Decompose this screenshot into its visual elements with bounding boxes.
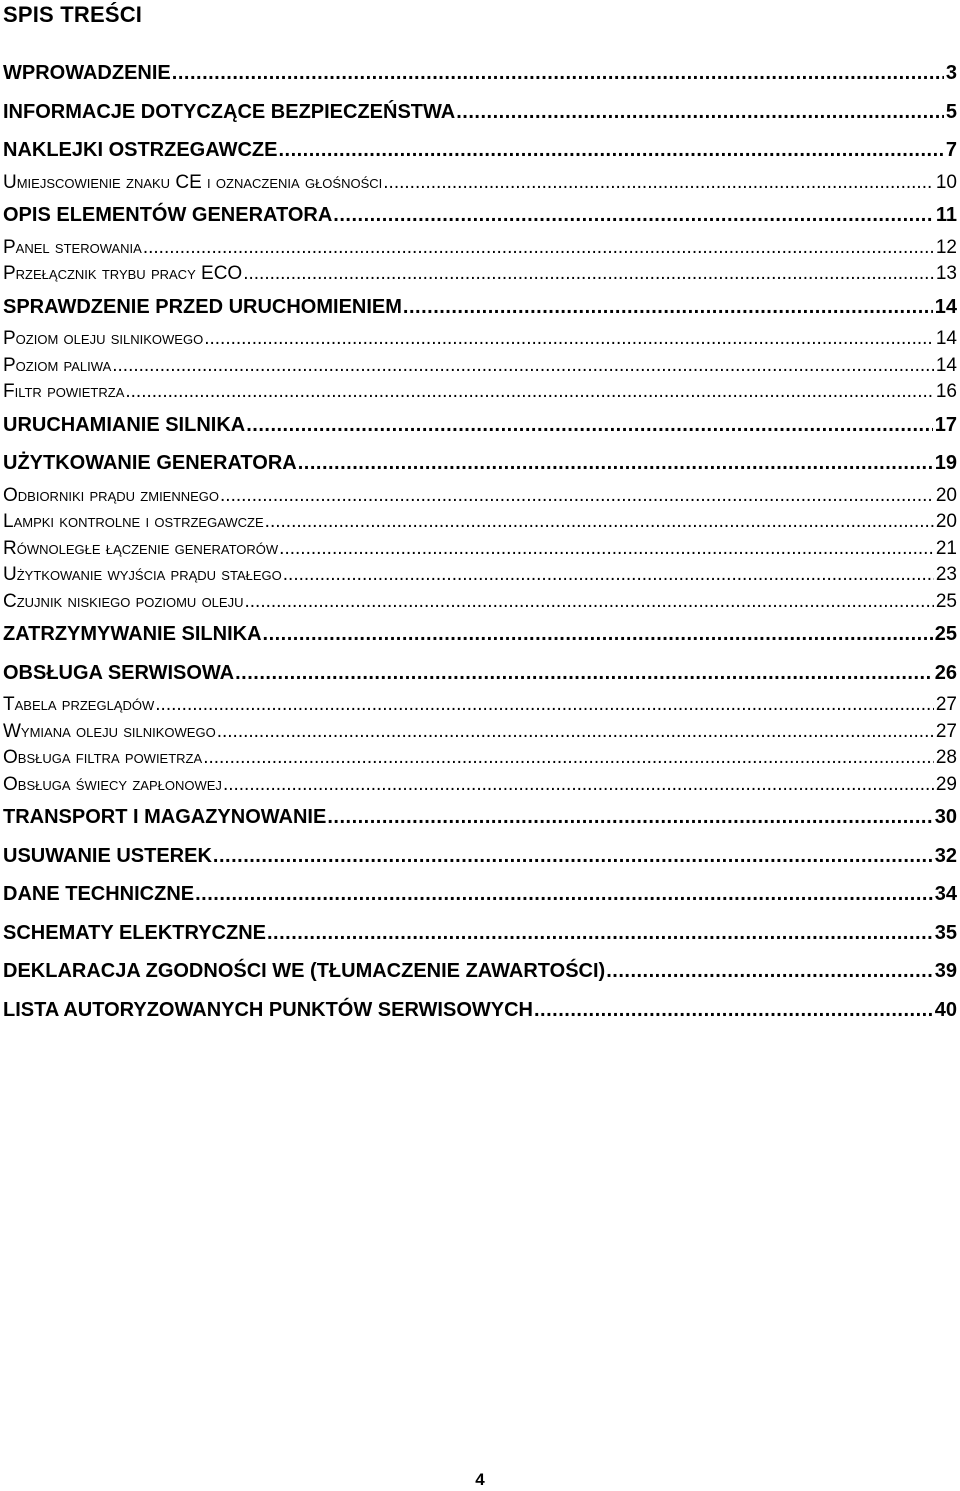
toc-entry-label: Filtr powietrza [3, 381, 125, 402]
toc-entry[interactable] [3, 991, 957, 1030]
dot-leader [265, 509, 934, 536]
toc-entry-label: TRANSPORT I MAGAZYNOWANIE [3, 806, 327, 828]
toc-entry[interactable] [3, 719, 957, 746]
dot-leader [606, 952, 933, 991]
toc-entry[interactable] [3, 326, 957, 353]
toc-entry-page: 30 [934, 806, 957, 828]
toc-entry[interactable] [3, 509, 957, 536]
toc-entry-page: 23 [935, 564, 957, 585]
toc-entry-label: WPROWADZENIE [3, 62, 171, 84]
toc-entry[interactable] [3, 837, 957, 876]
toc-entry-label: NAKLEJKI OSTRZEGAWCZE [3, 139, 278, 161]
toc-entry[interactable] [3, 745, 957, 772]
toc-entry[interactable] [3, 406, 957, 445]
dot-leader [246, 406, 933, 445]
toc-entry[interactable] [3, 170, 957, 197]
toc-entry[interactable] [3, 798, 957, 837]
toc-entry[interactable] [3, 875, 957, 914]
toc-entry-label: Odbiorniki prądu zmiennego [3, 484, 220, 506]
toc-list [3, 54, 957, 1029]
toc-entry-label: Poziom paliwa [3, 354, 112, 376]
toc-entry-page: 14 [935, 354, 957, 376]
toc-entry-label: UŻYTKOWANIE GENERATORA [3, 452, 297, 474]
dot-leader [244, 589, 933, 616]
toc-entry[interactable] [3, 483, 957, 510]
dot-leader [267, 914, 933, 953]
dot-leader [213, 837, 933, 876]
dot-leader [155, 692, 934, 719]
toc-entry-page: 25 [935, 590, 957, 612]
toc-entry-label: Lampki kontrolne i ostrzegawcze [3, 511, 264, 532]
toc-entry-label: Przełącznik trybu pracy ECO [3, 263, 243, 284]
dot-leader [333, 196, 934, 235]
toc-entry-page: 13 [935, 263, 957, 284]
dot-leader [235, 654, 933, 693]
toc-entry-page: 26 [934, 661, 957, 684]
toc-entry[interactable] [3, 379, 957, 406]
toc-entry-label: DANE TECHNICZNE [3, 883, 195, 905]
toc-entry-page: 14 [935, 328, 957, 349]
dot-leader [223, 772, 934, 799]
toc-entry-page: 17 [934, 413, 957, 436]
toc-entry-page: 14 [934, 295, 957, 318]
dot-leader [383, 170, 934, 197]
toc-entry[interactable] [3, 261, 957, 288]
toc-entry-label: ZATRZYMYWANIE SILNIKA [3, 623, 262, 645]
toc-entry-page: 19 [934, 452, 957, 474]
dot-leader [204, 326, 934, 353]
dot-leader [243, 261, 934, 288]
toc-entry-label: SCHEMATY ELEKTRYCZNE [3, 921, 266, 944]
toc-entry[interactable] [3, 93, 957, 132]
toc-entry[interactable] [3, 589, 957, 616]
toc-entry[interactable] [3, 654, 957, 693]
toc-entry-page: 11 [935, 204, 957, 226]
toc-entry[interactable] [3, 536, 957, 563]
toc-entry-label: Obsługa świecy zapłonowej [3, 773, 222, 795]
toc-entry-page: 25 [934, 623, 957, 645]
dot-leader [298, 444, 933, 483]
toc-entry-label: LISTA AUTORYZOWANYCH PUNKTÓW SERWISOWYCH [3, 998, 533, 1021]
toc-entry-label: SPRAWDZENIE PRZED URUCHOMIENIEM [3, 295, 402, 318]
toc-entry-label: Panel sterowania [3, 236, 142, 258]
toc-entry-page: 32 [934, 844, 957, 867]
dot-leader [203, 745, 934, 772]
dot-leader [263, 615, 933, 654]
toc-entry-label: URUCHAMIANIE SILNIKA [3, 413, 246, 436]
page-number: 4 [475, 1470, 485, 1489]
dot-leader [143, 235, 934, 262]
toc-entry-page: 5 [945, 100, 957, 123]
toc-entry[interactable] [3, 235, 957, 262]
dot-leader [195, 875, 933, 914]
toc-entry[interactable] [3, 131, 957, 170]
toc-entry-label: Obsługa filtra powietrza [3, 747, 203, 768]
toc-entry-page: 35 [934, 921, 957, 944]
toc-entry-page: 7 [945, 139, 957, 161]
toc-entry-page: 10 [935, 171, 957, 193]
dot-leader [534, 991, 933, 1030]
toc-entry[interactable] [3, 562, 957, 589]
toc-entry-page: 40 [934, 998, 957, 1021]
toc-entry[interactable] [3, 54, 957, 93]
toc-entry[interactable] [3, 772, 957, 799]
dot-leader [220, 483, 934, 510]
dot-leader [217, 719, 934, 746]
dot-leader [327, 798, 932, 837]
dot-leader [112, 353, 934, 380]
dot-leader [279, 536, 934, 563]
toc-entry[interactable] [3, 615, 957, 654]
toc-entry-page: 3 [945, 62, 957, 84]
dot-leader [283, 562, 934, 589]
toc-entry-label: Użytkowanie wyjścia prądu stałego [3, 564, 282, 585]
toc-entry-page: 12 [935, 236, 957, 258]
toc-entry-label: Tabela przeglądów [3, 694, 155, 715]
toc-entry-page: 28 [935, 747, 957, 768]
toc-entry-label: OPIS ELEMENTÓW GENERATORA [3, 204, 333, 226]
toc-entry-page: 27 [935, 694, 957, 715]
toc-entry-label: Wymiana oleju silnikowego [3, 720, 216, 742]
dot-leader [125, 379, 933, 406]
toc-entry-page: 27 [935, 720, 957, 742]
toc-entry-label: Umiejscowienie znaku CE i oznaczenia głośności [3, 171, 383, 193]
toc-entry[interactable] [3, 952, 957, 991]
dot-leader [172, 54, 944, 93]
toc-entry-label: INFORMACJE DOTYCZĄCE BEZPIECZEŃSTWA [3, 100, 456, 123]
toc-entry-page: 20 [935, 484, 957, 506]
toc-entry-page: 21 [935, 537, 957, 559]
toc-entry[interactable] [3, 444, 957, 483]
dot-leader [278, 131, 943, 170]
dot-leader [456, 93, 944, 132]
toc-entry[interactable] [3, 288, 957, 327]
toc-title: SPIS TREŚCI [3, 2, 143, 27]
dot-leader [403, 288, 933, 327]
toc-entry-label: DEKLARACJA ZGODNOŚCI WE (TŁUMACZENIE ZAWARTOŚCI) [3, 960, 606, 982]
toc-entry[interactable] [3, 914, 957, 953]
toc-entry-label: Poziom oleju silnikowego [3, 328, 204, 349]
toc-entry-label: OBSŁUGA SERWISOWA [3, 661, 235, 684]
toc-entry[interactable] [3, 196, 957, 235]
toc-entry-page: 16 [935, 381, 957, 402]
toc-entry-page: 39 [934, 960, 957, 982]
toc-entry-page: 34 [934, 883, 957, 905]
toc-entry-page: 20 [935, 511, 957, 532]
toc-entry[interactable] [3, 692, 957, 719]
toc-entry[interactable] [3, 353, 957, 380]
toc-entry-label: USUWANIE USTEREK [3, 844, 212, 867]
toc-entry-page: 29 [935, 773, 957, 795]
toc-entry-label: Równoległe łączenie generatorów [3, 537, 279, 559]
toc-entry-label: Czujnik niskiego poziomu oleju [3, 590, 244, 612]
